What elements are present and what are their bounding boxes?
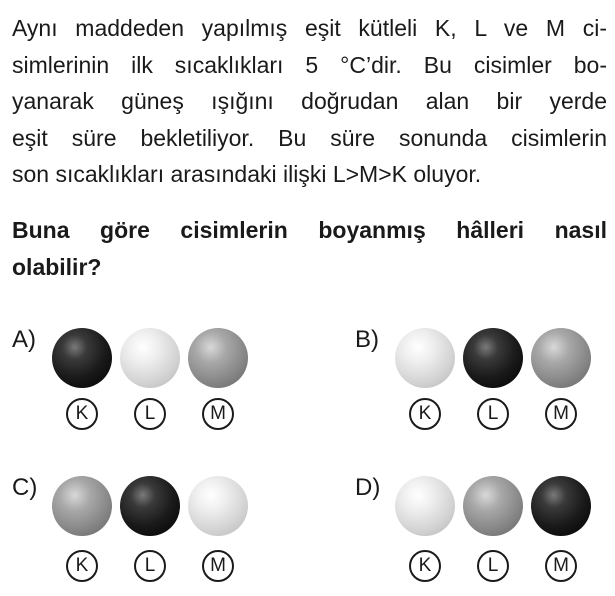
label-m: M	[545, 398, 577, 430]
label-l: L	[134, 398, 166, 430]
option-d[interactable]	[355, 474, 615, 584]
sphere-l	[463, 328, 523, 388]
option-letter: C)	[12, 474, 38, 501]
sphere-k	[395, 476, 455, 536]
option-c[interactable]	[12, 474, 272, 584]
option-b[interactable]	[355, 326, 615, 436]
prompt-line: olabilir?	[12, 253, 102, 280]
sphere-m	[188, 328, 248, 388]
question-prompt	[12, 212, 607, 285]
stem-line: eşit süre bekletiliyor. Bu süre sonunda cisimlerin	[12, 124, 607, 151]
label-l: L	[134, 550, 166, 582]
option-a[interactable]	[12, 326, 272, 436]
label-m: M	[202, 398, 234, 430]
label-m: M	[545, 550, 577, 582]
sphere-l	[120, 476, 180, 536]
sphere-l	[463, 476, 523, 536]
label-k: K	[66, 398, 98, 430]
label-k: K	[66, 550, 98, 582]
option-letter: B)	[355, 326, 379, 353]
prompt-line: Buna göre cisimlerin boyanmış hâlleri nasıl	[12, 217, 607, 243]
sphere-m	[531, 476, 591, 536]
stem-line: simlerinin ilk sıcaklıkları 5 °C’dir. Bu cisimler bo-	[12, 51, 607, 78]
label-l: L	[477, 398, 509, 430]
sphere-k	[52, 476, 112, 536]
stem-line: son sıcaklıkları arasındaki ilişki L>M>K oluyor.	[12, 161, 482, 187]
label-m: M	[202, 550, 234, 582]
label-k: K	[409, 398, 441, 430]
option-letter: D)	[355, 474, 381, 501]
label-l: L	[477, 550, 509, 582]
label-k: K	[409, 550, 441, 582]
sphere-l	[120, 328, 180, 388]
stem-line: Aynı maddeden yapılmış eşit kütleli K, L ve M ci-	[12, 15, 607, 41]
question-stem	[12, 10, 607, 193]
sphere-m	[531, 328, 591, 388]
sphere-k	[52, 328, 112, 388]
stem-line: yanarak güneş ışığını doğrudan alan bir yerde	[12, 88, 607, 114]
sphere-m	[188, 476, 248, 536]
option-letter: A)	[12, 326, 36, 353]
sphere-k	[395, 328, 455, 388]
